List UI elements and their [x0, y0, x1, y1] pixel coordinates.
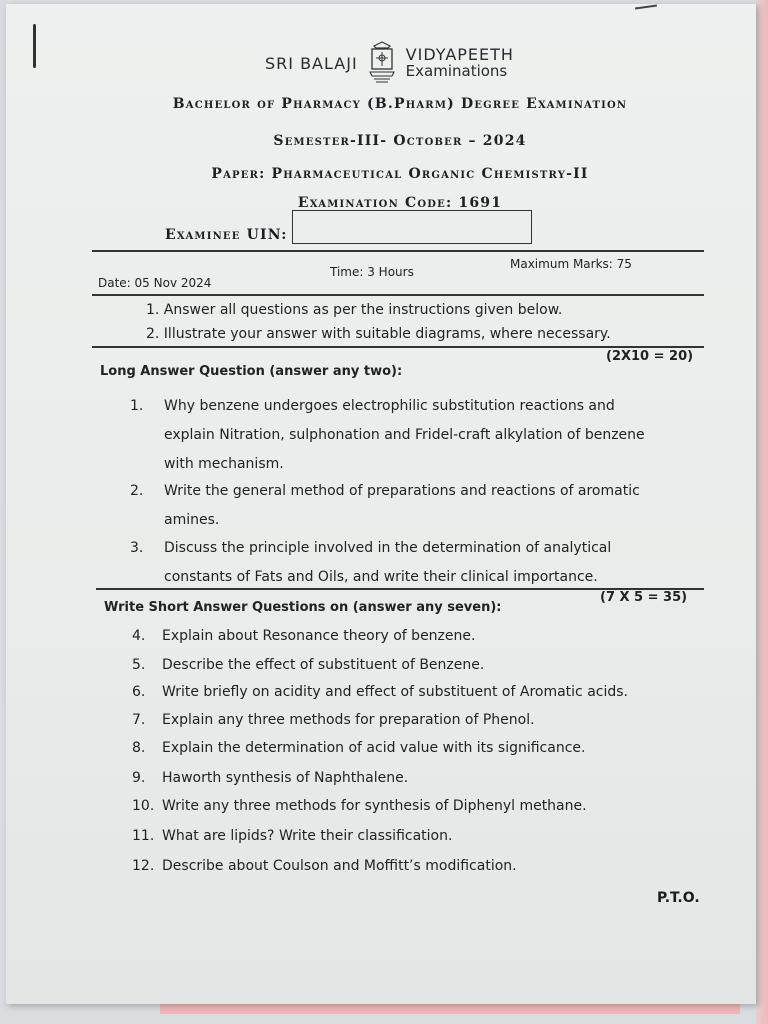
uin-label: Examinee UIN: — [165, 227, 288, 243]
short-section-marks: (7 X 5 = 35) — [600, 590, 688, 605]
uin-row — [165, 226, 532, 244]
pen-mark-left — [33, 24, 36, 68]
short-question-6: 6. Write briefly on acidity and effect of substituent of Aromatic acids. — [132, 684, 628, 700]
exam-date: Date: 05 Nov 2024 — [98, 276, 212, 290]
uin-input-box[interactable] — [292, 210, 532, 244]
crest-icon — [364, 40, 400, 86]
exam-time: Time: 3 Hours — [330, 265, 414, 279]
short-question-5: 5. Describe the effect of substituent of Benzene. — [132, 657, 485, 673]
short-question-9: 9. Haworth synthesis of Naphthalene. — [132, 770, 409, 786]
page-edge-pink — [756, 0, 768, 1024]
long-question-1: 1. Why benzene undergoes electrophilic substitution reactions and explain Nitration, sulphonation and Fridel-craft alkylation of benzene with mechanism. — [130, 398, 645, 472]
page-bottom-pink — [160, 1004, 740, 1014]
degree-title: Bachelor of Pharmacy (B.Pharm) Degree Examination — [172, 96, 628, 112]
short-question-10: 10. Write any three methods for synthesis of Diphenyl methane. — [132, 798, 587, 814]
brand-right-line1: VIDYAPEETH — [405, 45, 514, 64]
brand-right-line2: Examinations — [405, 62, 508, 80]
long-question-3: 3. Discuss the principle involved in the determination of analytical constants of Fats and Oils, and write their clinical importance. — [130, 540, 612, 585]
short-question-4: 4. Explain about Resonance theory of benzene. — [132, 628, 476, 644]
long-section-marks: (2X10 = 20) — [606, 349, 694, 364]
institution-header — [265, 38, 514, 88]
short-question-12: 12. Describe about Coulson and Moffitt’s modification. — [132, 858, 517, 874]
short-question-7: 7. Explain any three methods for preparation of Phenol. — [132, 712, 535, 728]
pto-label: P.T.O. — [657, 890, 700, 906]
instruction-1: 1. Answer all questions as per the instructions given below. — [146, 302, 563, 318]
divider-instructions — [92, 346, 704, 348]
long-question-2: 2. Write the general method of preparations and reactions of aromatic amines. — [130, 483, 640, 528]
semester-title: Semester-III- October – 2024 — [273, 133, 527, 149]
short-question-8: 8. Explain the determination of acid value with its significance. — [132, 740, 586, 756]
divider-top — [92, 250, 704, 252]
long-section-heading: Long Answer Question (answer any two): — [100, 364, 403, 379]
short-section-heading: Write Short Answer Questions on (answer any seven): — [104, 600, 502, 615]
max-marks: Maximum Marks: 75 — [510, 257, 632, 271]
paper-title: Paper: Pharmaceutical Organic Chemistry-II — [211, 166, 589, 182]
divider-meta — [92, 294, 704, 296]
instruction-2: 2. Illustrate your answer with suitable diagrams, where necessary. — [146, 326, 611, 342]
exam-code: Examination Code: 1691 — [297, 195, 503, 211]
brand-left: SRI BALAJI — [265, 53, 358, 73]
short-question-11: 11. What are lipids? Write their classification. — [132, 828, 453, 844]
